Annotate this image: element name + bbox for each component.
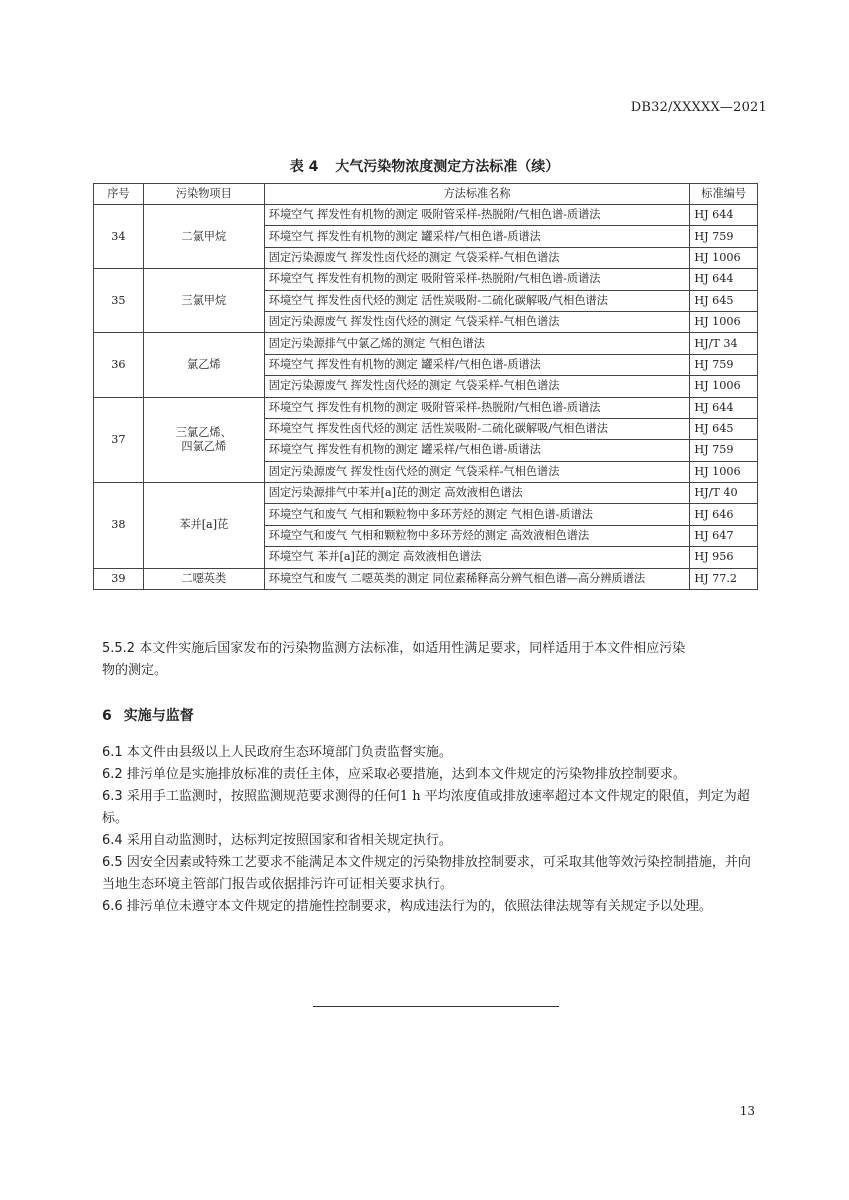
method-name: 固定污染源废气 挥发性卤代烃的测定 气袋采样-气相色谱法: [264, 247, 690, 268]
method-name: 环境空气 挥发性卤代烃的测定 活性炭吸附-二硫化碳解吸/气相色谱法: [264, 290, 690, 311]
clause-number: 6.2: [102, 767, 123, 782]
standard-code: HJ 956: [690, 547, 758, 568]
pollutant-item-line: 三氯乙烯、: [175, 425, 232, 439]
standards-table: [93, 183, 758, 590]
table-row: [94, 269, 758, 290]
header-code: 标准编号: [690, 184, 758, 205]
standard-code: HJ 644: [690, 205, 758, 226]
table-header-row: [94, 184, 758, 205]
pollutant-item-line: 四氯乙烯: [181, 439, 227, 453]
clause-text: 排污单位是实施排放标准的责任主体，应采取必要措施，达到本文件规定的污染物排放控制要求。: [126, 767, 686, 782]
row-number: 38: [94, 483, 144, 569]
standard-code: HJ 759: [690, 354, 758, 375]
standard-code: HJ 1006: [690, 461, 758, 482]
end-rule: [313, 1006, 559, 1007]
pollutant-item: 三氯甲烷: [143, 269, 264, 333]
clause-number: 6.6: [102, 899, 123, 914]
clause-6-1: [102, 742, 762, 764]
clause-text: 采用手工监测时，按照监测规范要求测得的任何1 h 平均浓度值或排放速率超过本文件规定的限值，判定为超标。: [102, 789, 750, 826]
table-row: [94, 333, 758, 354]
page-number: 13: [739, 1104, 755, 1118]
standard-code: HJ 644: [690, 397, 758, 418]
standard-code: HJ/T 40: [690, 483, 758, 504]
clause-text: 因安全因素或特殊工艺要求不能满足本文件规定的污染物排放控制要求，可采取其他等效污染控制措施，并向当地生态环境主管部门报告或依据排污许可证相关要求执行。: [102, 855, 751, 892]
table-title-text: 大气污染物浓度测定方法标准（续）: [335, 159, 560, 175]
method-name: 固定污染源排气中苯并[a]芘的测定 高效液相色谱法: [264, 483, 690, 504]
clause-6-4: [102, 830, 762, 852]
pollutant-item: [143, 397, 264, 483]
table-row: [94, 568, 758, 589]
method-name: 环境空气和废气 二噁英类的测定 同位素稀释高分辨气相色谱—高分辨质谱法: [264, 568, 690, 589]
document-code: DB32/XXXXX—2021: [630, 100, 767, 115]
clause-text: 排污单位未遵守本文件规定的措施性控制要求，构成违法行为的，依照法律法规等有关规定予以处理。: [126, 899, 712, 914]
row-number: 35: [94, 269, 144, 333]
table-title: [0, 156, 849, 176]
method-name: 固定污染源排气中氯乙烯的测定 气相色谱法: [264, 333, 690, 354]
standard-code: HJ 644: [690, 269, 758, 290]
header-item: 污染物项目: [143, 184, 264, 205]
section-number: 6: [102, 708, 112, 724]
clause-text: 采用自动监测时，达标判定按照国家和省相关规定执行。: [126, 833, 452, 848]
header-no: 序号: [94, 184, 144, 205]
standard-code: HJ 759: [690, 226, 758, 247]
clause-text-line1: 本文件实施后国家发布的污染物监测方法标准，如适用性满足要求，同样适用于本文件相应污染: [139, 641, 686, 656]
method-name: 环境空气和废气 气相和颗粒物中多环芳烃的测定 气相色谱-质谱法: [264, 504, 690, 525]
method-name: 固定污染源废气 挥发性卤代烃的测定 气袋采样-气相色谱法: [264, 376, 690, 397]
clause-number: 6.4: [102, 833, 123, 848]
standard-code: HJ 1006: [690, 247, 758, 268]
method-name: 固定污染源废气 挥发性卤代烃的测定 气袋采样-气相色谱法: [264, 461, 690, 482]
clause-number: 6.1: [102, 745, 123, 760]
row-number: 36: [94, 333, 144, 397]
standard-code: HJ/T 34: [690, 333, 758, 354]
row-number: 37: [94, 397, 144, 483]
table-row: [94, 483, 758, 504]
method-name: 环境空气 挥发性有机物的测定 吸附管采样-热脱附/气相色谱-质谱法: [264, 205, 690, 226]
standard-code: HJ 647: [690, 525, 758, 546]
method-name: 环境空气 挥发性有机物的测定 吸附管采样-热脱附/气相色谱-质谱法: [264, 269, 690, 290]
row-number: 34: [94, 205, 144, 269]
section-heading: [102, 705, 206, 725]
standard-code: HJ 645: [690, 290, 758, 311]
pollutant-item: 二噁英类: [143, 568, 264, 589]
standard-code: HJ 759: [690, 440, 758, 461]
method-name: 环境空气 挥发性卤代烃的测定 活性炭吸附-二硫化碳解吸/气相色谱法: [264, 418, 690, 439]
method-name: 环境空气 挥发性有机物的测定 罐采样/气相色谱-质谱法: [264, 226, 690, 247]
clause-6-2: [102, 764, 762, 786]
standard-code: HJ 1006: [690, 376, 758, 397]
method-name: 环境空气 挥发性有机物的测定 罐采样/气相色谱-质谱法: [264, 440, 690, 461]
row-number: 39: [94, 568, 144, 589]
method-name: 固定污染源废气 挥发性卤代烃的测定 气袋采样-气相色谱法: [264, 311, 690, 332]
table-title-prefix: 表 4: [289, 159, 319, 175]
clause-text-line2: 物的测定。: [102, 663, 168, 678]
section-title: 实施与监督: [123, 708, 194, 724]
pollutant-item: 二氯甲烷: [143, 205, 264, 269]
method-name: 环境空气和废气 气相和颗粒物中多环芳烃的测定 高效液相色谱法: [264, 525, 690, 546]
clause-text: 本文件由县级以上人民政府生态环境部门负责监督实施。: [126, 745, 452, 760]
standard-code: HJ 645: [690, 418, 758, 439]
clause-5-5-2: [102, 638, 762, 682]
method-name: 环境空气 苯并[a]芘的测定 高效液相色谱法: [264, 547, 690, 568]
standard-code: HJ 646: [690, 504, 758, 525]
standard-code: HJ 1006: [690, 311, 758, 332]
clause-number: 6.3: [102, 789, 123, 804]
clause-number: 6.5: [102, 855, 123, 870]
clause-6-3: [102, 786, 762, 830]
clause-number: 5.5.2: [102, 641, 136, 656]
pollutant-item: 苯并[a]芘: [143, 483, 264, 569]
table-row: [94, 397, 758, 418]
header-method: 方法标准名称: [264, 184, 690, 205]
method-name: 环境空气 挥发性有机物的测定 罐采样/气相色谱-质谱法: [264, 354, 690, 375]
clause-6-5: [102, 852, 762, 896]
standard-code: HJ 77.2: [690, 568, 758, 589]
table-row: [94, 205, 758, 226]
clause-6-6: [102, 896, 762, 918]
method-name: 环境空气 挥发性有机物的测定 吸附管采样-热脱附/气相色谱-质谱法: [264, 397, 690, 418]
pollutant-item: 氯乙烯: [143, 333, 264, 397]
